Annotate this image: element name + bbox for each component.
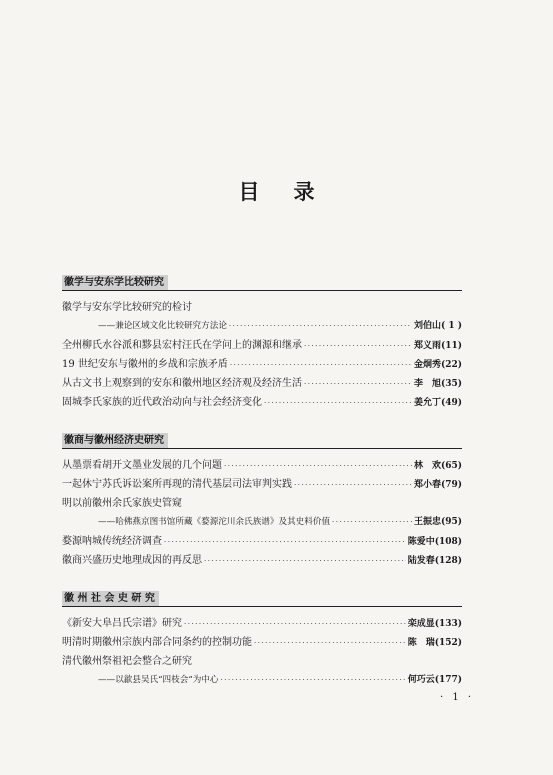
toc-author-page: 郑义雨(11) [413,341,462,351]
toc-author-page: 金炯秀(22) [413,360,462,370]
dot-leader [332,513,412,532]
toc-subtitle: ——哈佛燕京图书馆所藏《婺源沱川余氏族谱》及其史料价值 [98,517,331,527]
toc-entry-title: 全州柳氏水谷派和黟县宏村汪氏在学问上的渊源和继承 [62,340,302,351]
toc-entry-row [62,456,462,475]
toc-entry-row [62,551,462,570]
dot-leader [304,375,412,394]
dot-leader [224,457,412,476]
toc-entries [62,456,462,570]
dot-leader [164,533,406,552]
toc-entry-row [62,532,462,551]
toc-subtitle-row [62,317,462,336]
toc-entry-row [62,494,462,513]
dot-leader [184,615,406,634]
section-heading [62,591,462,607]
toc-subtitle: ——以歙县吴氏“四枝会”为中心 [98,675,219,685]
toc-entry-row [62,355,462,374]
toc-section-1 [62,275,462,412]
section-heading-label: 徽学与安东学比较研究 [62,275,168,290]
toc-author-page: 陈 瑞(152) [407,638,462,648]
toc-entry-title: 徽学与安东学比较研究的检讨 [62,302,192,313]
toc-author-page: 王振忠(95) [413,517,462,527]
toc-entry-row [62,298,462,317]
toc-section-3 [62,591,462,690]
dot-leader [254,634,406,653]
dot-leader [294,476,412,495]
toc-entry-title: 清代徽州祭祖祀会整合之研究 [62,656,192,667]
toc-author-page: 郑小春(79) [413,480,462,490]
page-title: 目录 [238,179,349,204]
dot-leader [230,356,412,375]
toc-author-page: 姜允丁(49) [413,398,462,408]
toc-entry-title: 固城李氏家族的近代政治动向与社会经济变化 [62,397,262,408]
section-heading [62,433,462,449]
toc-entry-row [62,393,462,412]
section-divider [62,606,462,607]
toc-entry-row [62,336,462,355]
toc-author-page: 何巧云(177) [407,675,462,685]
toc-author-page: 刘伯山( 1 ) [413,321,462,331]
dot-leader [264,394,412,413]
toc-author-page: 林 欢(65) [413,461,462,471]
toc-entry-row [62,633,462,652]
toc-entry-title: 明以前徽州余氏家族史管窥 [62,498,182,509]
dot-leader [304,337,412,356]
toc-entry-row [62,652,462,671]
toc-entries [62,298,462,412]
toc-entry-row [62,614,462,633]
toc-entry-title: 徽商兴盛历史地理成因的再反思 [62,555,202,566]
section-heading-label: 徽 州 社 会 史 研 究 [62,591,159,606]
toc-entry-title: 明清时期徽州宗族内部合同条约的控制功能 [62,637,252,648]
section-divider [62,448,462,449]
toc-author-page: 栾成显(133) [407,619,462,629]
section-divider [62,290,462,291]
toc-author-page: 陈爱中(108) [407,537,462,547]
toc-subtitle: ——兼论区域文化比较研究方法论 [98,321,227,331]
toc-entry-row [62,475,462,494]
toc-entry-title: 《新安大阜吕氏宗谱》研究 [62,618,182,629]
toc-entry-row [62,374,462,393]
toc-entry-title: 从墨票看胡开文墨业发展的几个问题 [62,460,222,471]
toc-entry-title: 从古文书上观察到的安东和徽州地区经济观及经济生活 [62,378,302,389]
toc-entry-title: 19 世纪安东与徽州的乡战和宗族矛盾 [62,359,228,370]
toc-author-page: 陆发春(128) [407,556,462,566]
toc-entry-title: 一起休宁苏氏诉讼案所再现的清代基层司法审判实践 [62,479,292,490]
dot-leader [204,552,406,571]
dot-leader [229,317,412,336]
section-heading [62,275,462,291]
page-number: · 1 · [440,692,475,703]
dot-leader [221,671,406,690]
toc-subtitle-row [62,671,462,690]
toc-subtitle-row [62,513,462,532]
toc-entries [62,614,462,690]
toc-section-2 [62,433,462,570]
section-heading-label: 徽商与徽州经济史研究 [62,433,168,448]
toc-entry-title: 婺源呐城传统经济调查 [62,536,162,547]
toc-author-page: 李 旭(35) [413,379,462,389]
